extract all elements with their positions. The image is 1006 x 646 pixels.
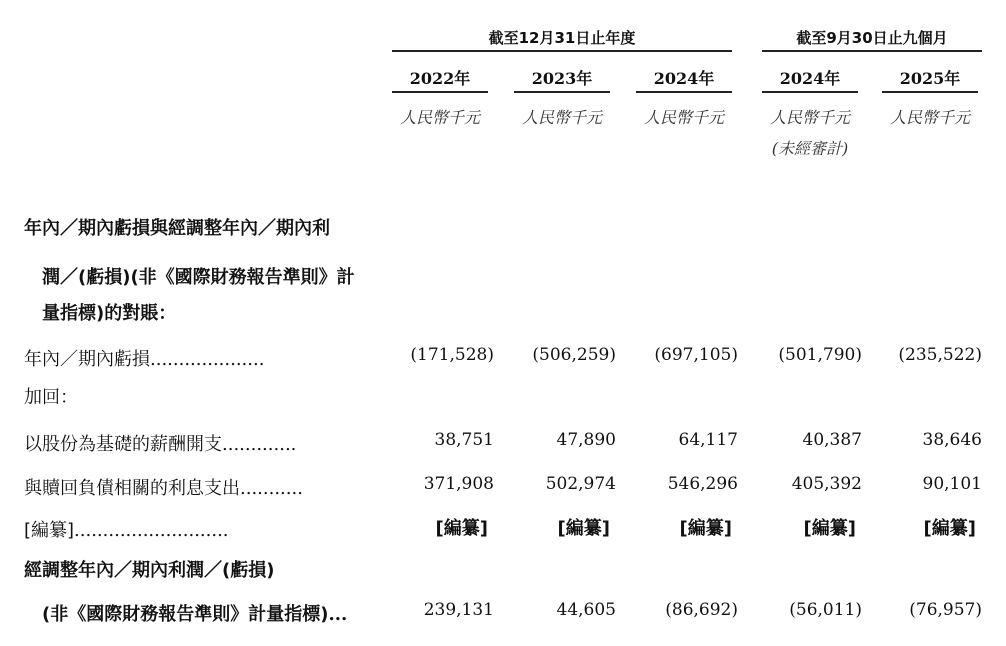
table-cell: [編纂] bbox=[803, 518, 856, 539]
year-rule-2024-9m bbox=[762, 91, 858, 93]
table-cell: (506,259) bbox=[532, 345, 616, 365]
table-cell: (501,790) bbox=[778, 345, 862, 365]
year-header-2024: 2024年 bbox=[653, 69, 715, 88]
row-label bbox=[24, 345, 264, 371]
table-cell: 40,387 bbox=[802, 430, 862, 450]
table-cell: (171,528) bbox=[410, 345, 494, 365]
table-cell: [編纂] bbox=[435, 518, 488, 539]
row-label-text: 年內／期內虧損 bbox=[24, 349, 150, 370]
row-label bbox=[24, 516, 229, 542]
table-cell: (235,522) bbox=[898, 345, 982, 365]
year-header-2024-9m: 2024年 bbox=[779, 69, 841, 88]
table-cell: 38,646 bbox=[922, 430, 982, 450]
leader-dots: ........... bbox=[240, 478, 303, 499]
year-rule-2022 bbox=[392, 91, 488, 93]
adjusted-label-line-1: 經調整年內／期內利潤／(虧損) bbox=[24, 560, 275, 581]
add-back-label: 加回： bbox=[24, 387, 78, 408]
leader-dots: ... bbox=[328, 604, 348, 625]
section-title-line-1: 年內／期內虧損與經調整年內／期內利 bbox=[24, 218, 330, 239]
leader-dots: .................... bbox=[150, 349, 265, 370]
table-cell: (76,957) bbox=[909, 600, 982, 620]
row-label-text: [編纂] bbox=[24, 520, 75, 541]
table-cell: 47,890 bbox=[556, 430, 616, 450]
table-cell: (56,011) bbox=[789, 600, 862, 620]
row-label-text: 與贖回負債相關的利息支出 bbox=[24, 478, 240, 499]
unit-label: 人民幣千元 bbox=[889, 108, 970, 127]
table-cell: 239,131 bbox=[423, 600, 494, 620]
row-label-text: 以股份為基礎的薪酬開支 bbox=[24, 434, 222, 455]
year-rule-2024 bbox=[636, 91, 732, 93]
row-label bbox=[24, 430, 296, 456]
table-cell: 64,117 bbox=[678, 430, 738, 450]
group-header-year-end: 截至12月31日止年度 bbox=[488, 29, 636, 47]
table-cell: 38,751 bbox=[434, 430, 494, 450]
year-rule-2025-9m bbox=[882, 91, 978, 93]
table-cell: 371,908 bbox=[423, 474, 494, 494]
unaudited-label: (未經審計) bbox=[771, 139, 849, 158]
unit-label: 人民幣千元 bbox=[521, 108, 602, 127]
table-cell: 90,101 bbox=[922, 474, 982, 494]
table-cell: [編纂] bbox=[679, 518, 732, 539]
leader-dots: ............. bbox=[222, 434, 297, 455]
unit-label: 人民幣千元 bbox=[399, 108, 480, 127]
group-header-nine-months-rule bbox=[762, 50, 982, 52]
year-rule-2023 bbox=[514, 91, 610, 93]
section-title-line-2: 潤／(虧損)(非《國際財務報告準則》計 bbox=[42, 267, 355, 288]
adjusted-label-text: (非《國際財務報告準則》計量指標) bbox=[42, 604, 329, 625]
adjusted-label-line-2 bbox=[42, 600, 347, 626]
year-header-2023: 2023年 bbox=[531, 69, 593, 88]
group-header-nine-months: 截至9月30日止九個月 bbox=[796, 29, 948, 47]
table-cell: 405,392 bbox=[791, 474, 862, 494]
table-cell: 44,605 bbox=[556, 600, 616, 620]
row-label bbox=[24, 474, 303, 500]
table-cell: [編纂] bbox=[923, 518, 976, 539]
table-cell: 502,974 bbox=[545, 474, 616, 494]
section-title-line-3: 量指標)的對賬： bbox=[42, 303, 177, 324]
unit-label: 人民幣千元 bbox=[643, 108, 724, 127]
leader-dots: ........................... bbox=[74, 520, 229, 541]
table-cell: (86,692) bbox=[665, 600, 738, 620]
table-cell: 546,296 bbox=[667, 474, 738, 494]
table-cell: [編纂] bbox=[557, 518, 610, 539]
table-cell: (697,105) bbox=[654, 345, 738, 365]
year-header-2022: 2022年 bbox=[409, 69, 471, 88]
group-header-year-end-rule bbox=[392, 50, 732, 52]
unit-label: 人民幣千元 bbox=[769, 108, 850, 127]
year-header-2025-9m: 2025年 bbox=[899, 69, 961, 88]
